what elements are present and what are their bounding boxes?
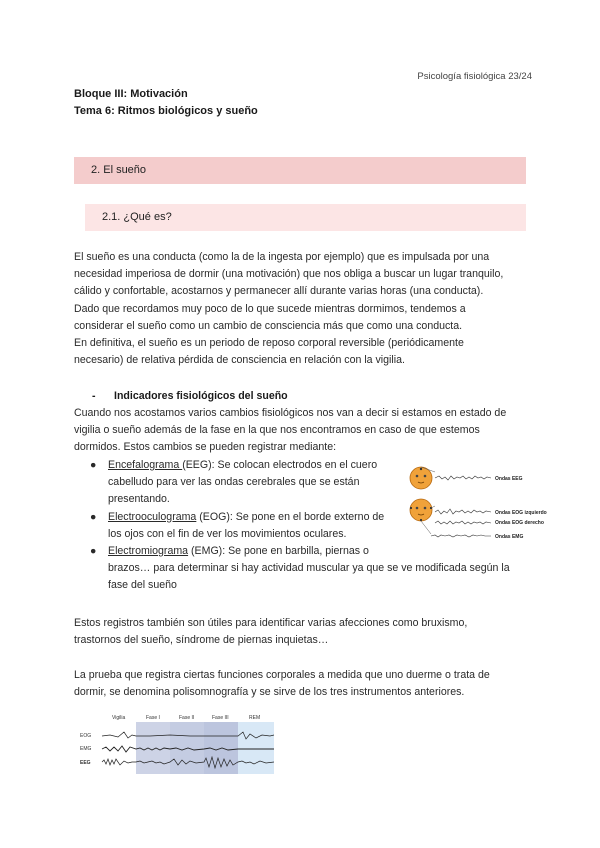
section-2-heading	[74, 157, 526, 184]
bullet-icon: ●	[90, 459, 97, 471]
prueba-paragraph	[74, 667, 534, 701]
head-icon	[410, 499, 432, 521]
eog-text: (EOG): Se pone en el borde externo de	[196, 510, 385, 523]
course-header: Psicología fisiológica 23/24	[417, 71, 532, 82]
phase-label: Vigilia	[112, 715, 126, 721]
intro-paragraph	[74, 249, 534, 369]
intro-line: necesidad imperiosa de dormir (una motivación) que nos obliga a buscar un lugar tranquilo,	[74, 268, 504, 281]
emg-text: fase del sueño	[108, 579, 177, 592]
electrode-head-figure	[405, 464, 565, 544]
eeg-term: Encefalograma	[108, 459, 183, 471]
waves-label-eog-der: Ondas EOG derecho	[495, 520, 544, 526]
section-2-1-label: 2.1. ¿Qué es?	[102, 211, 172, 223]
tema-title: Tema 6: Ritmos biológicos y sueño	[74, 105, 258, 117]
polysomnography-figure	[80, 712, 276, 774]
indicadores-line: Cuando nos acostamos varios cambios fisiológicos nos van a decir si estamos en estado de	[74, 407, 507, 419]
phase-label: Fase I	[146, 715, 160, 721]
indicadores-heading-text: Indicadores fisiológicos del sueño	[114, 390, 288, 402]
intro-line: considerar el sueño como un cambio de consciencia más que como una conducta.	[74, 319, 463, 332]
eeg-text: presentando.	[108, 493, 170, 506]
registros-paragraph	[74, 615, 534, 649]
row-label: EMG	[80, 746, 92, 752]
row-label: EEG	[80, 760, 91, 766]
list-item-emg	[74, 543, 534, 595]
emg-term: Electromiograma	[108, 545, 189, 558]
indicadores-line: vigilia o sueño además de la fase en la que nos encontramos en caso de que estemos	[74, 424, 480, 437]
heading-dash: -	[92, 390, 96, 402]
eeg-text: cabelludo para ver las ondas cerebrales que se están	[108, 476, 360, 489]
registros-line: Estos registros también son útiles para identificar varias afecciones como bruxismo,	[74, 617, 468, 629]
emg-text: (EMG): Se pone en barbilla, piernas o	[188, 545, 369, 558]
eog-text: los ojos con el fin de ver los movimientos oculares.	[108, 527, 347, 540]
prueba-line: La prueba que registra ciertas funciones corporales a medida que uno duerme o trata de	[74, 669, 490, 681]
eeg-text: (EEG): Se colocan electrodos en el cuero	[182, 459, 378, 471]
indicadores-heading	[92, 390, 288, 402]
phase-column-bg	[238, 722, 274, 774]
indicadores-line: dormidos. Estos cambios se pueden registrar mediante:	[74, 441, 337, 454]
intro-line: necesario) de relativa pérdida de consciencia en relación con la vigilia.	[74, 354, 405, 367]
bullet-icon: ●	[90, 545, 97, 558]
bullet-icon: ●	[90, 510, 97, 523]
intro-line: El sueño es una conducta (como la de la ingesta por ejemplo) que es impulsada por una	[74, 251, 490, 263]
row-label: EOG	[80, 733, 92, 739]
section-2-1-heading	[85, 204, 526, 231]
intro-line: cálido y confortable, acostarnos y permanecer allí durante varias horas (una conducta).	[74, 285, 484, 298]
phase-label: Fase II	[179, 715, 195, 721]
registros-line: trastornos del sueño, síndrome de piernas inquietas…	[74, 634, 329, 647]
head-icon	[410, 467, 432, 489]
waves-label-eog-izq: Ondas EOG izquierdo	[495, 510, 547, 516]
indicadores-paragraph	[74, 405, 534, 457]
waves-label-emg: Ondas EMG	[495, 534, 524, 540]
emg-text: brazos… para determinar si hay actividad muscular ya que se ve modificada según la	[108, 562, 510, 575]
intro-line: En definitiva, el sueño es un periodo de reposo corporal reversible (periódicamente	[74, 337, 464, 350]
intro-line: Dado que recordamos muy poco de lo que sucede mientras dormimos, tendemos a	[74, 302, 466, 315]
section-2-label: 2. El sueño	[91, 164, 147, 176]
bloque-title: Bloque III: Motivación	[74, 88, 188, 100]
eog-term: Electrooculograma	[108, 510, 197, 523]
phase-label: REM	[249, 715, 261, 721]
waves-label-eeg: Ondas EEG	[495, 476, 523, 482]
prueba-line: dormir, se denomina polisomnografía y se sirve de los tres instrumentos anteriores.	[74, 686, 465, 699]
phase-label: Fase III	[212, 715, 229, 721]
